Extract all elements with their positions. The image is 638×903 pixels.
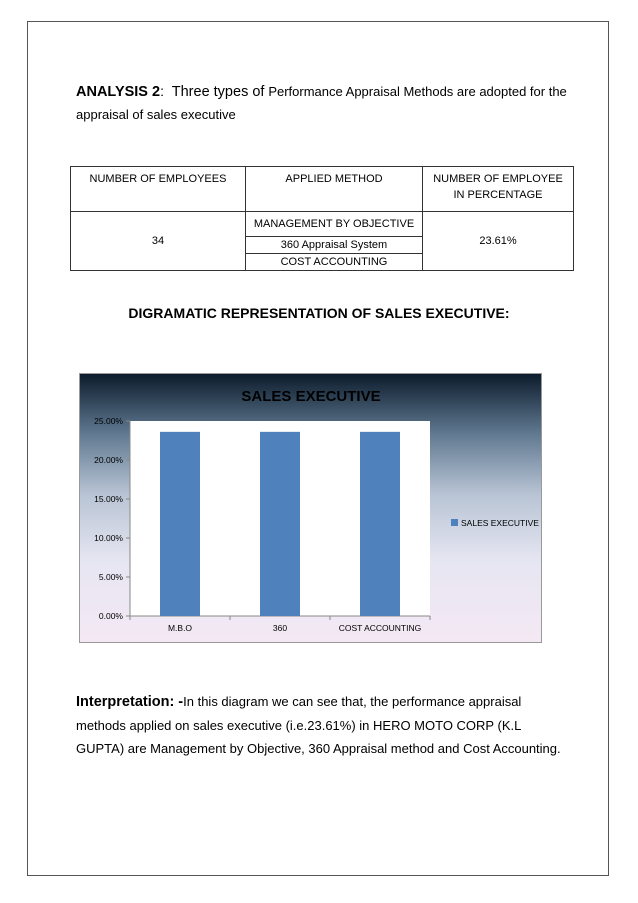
interpretation-label: Interpretation <box>76 694 170 710</box>
analysis-label: ANALYSIS 2 <box>76 84 161 100</box>
chart-title: SALES EXECUTIVE <box>241 388 381 405</box>
table-header-row <box>71 167 574 212</box>
header-percentage: NUMBER OF EMPLOYEE IN PERCENTAGE <box>423 167 574 212</box>
header-applied-method: APPLIED METHOD <box>246 167 423 212</box>
diagram-title: DIGRAMATIC REPRESENTATION OF SALES EXECUTIVE: <box>128 305 510 321</box>
cell-method-cost-accounting: COST ACCOUNTING <box>246 254 423 271</box>
bar <box>160 432 200 616</box>
y-tick-label: 20.00% <box>94 455 123 465</box>
analysis-colon: : <box>160 83 164 99</box>
y-tick-label: 0.00% <box>98 611 123 621</box>
bar <box>360 432 400 616</box>
cell-employees: 34 <box>71 212 246 271</box>
legend-label: SALES EXECUTIVE <box>461 518 539 528</box>
analysis-lead: Three types of <box>171 84 265 100</box>
analysis-heading <box>76 80 576 126</box>
analysis-text: Performance Appraisal Methods are adopted for the appraisal of sales executive <box>76 84 567 122</box>
interpretation-separator: : - <box>169 694 184 710</box>
x-tick-label: COST ACCOUNTING <box>338 623 422 633</box>
header-number-of-employees: NUMBER OF EMPLOYEES <box>71 167 246 212</box>
cell-method-360: 360 Appraisal System <box>246 237 423 254</box>
cell-percentage: 23.61% <box>423 212 574 271</box>
cell-method-mbo: MANAGEMENT BY OBJECTIVE <box>246 212 423 237</box>
chart-svg <box>80 374 543 644</box>
sales-executive-chart <box>79 373 542 643</box>
y-tick-label: 10.00% <box>94 533 123 543</box>
interpretation <box>76 690 566 760</box>
y-tick-label: 5.00% <box>98 572 123 582</box>
legend-swatch <box>451 519 458 526</box>
interpretation-text: In this diagram we can see that, the performance appraisal methods applied on sales executive (i.e.23.61%) in HERO MOTO CORP (K.L GUPTA) are Management by Objective, 360 Appraisal method and Cost Accounting. <box>76 694 561 756</box>
y-tick-label: 25.00% <box>94 416 123 426</box>
table-row <box>71 212 574 237</box>
methods-table <box>70 166 574 271</box>
y-tick-label: 15.00% <box>94 494 123 504</box>
x-tick-label: 360 <box>272 623 288 633</box>
bar <box>260 432 300 616</box>
x-tick-label: M.B.O <box>167 623 193 633</box>
